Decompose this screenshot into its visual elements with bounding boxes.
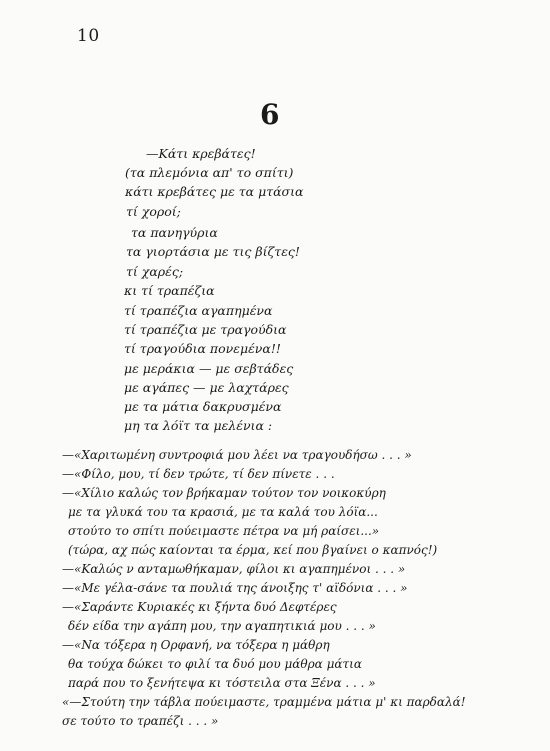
poem-line: —«Χαριτωμένη συντροφιά μου λέει να τραγουδήσω . . . »	[62, 448, 412, 462]
poem-line: «—Στούτη την τάβλα πούειμαστε, τραμμένα μάτια μ' κι παρδαλά!	[62, 695, 466, 709]
poem-line: στούτο το σπίτι πούειμαστε πέτρα να μή ραίσει...»	[68, 524, 380, 538]
poem-line: δέν είδα την αγάπη μου, την αγαπητικιά μου . . . »	[68, 619, 376, 633]
poem-line: τα γιορτάσια με τις βίζτες!	[126, 244, 300, 259]
poem-line: τί χοροί;	[126, 204, 181, 219]
page-number: 10	[77, 26, 100, 46]
poem-line: —«Με γέλα-σάνε τα πουλιά της άνοιξης τ' αϊδόνια . . . »	[62, 581, 408, 595]
poem-line: μη τα λόϊτ τα μελένια :	[124, 418, 273, 433]
poem-line: (τα πλεμόνια απ' το σπίτι)	[125, 165, 294, 180]
poem-line: σε τούτο το τραπέζι . . . »	[62, 714, 219, 728]
poem-line: —«Χίλιο καλώς τον βρήκαμαν τούτον τον νοικοκύρη	[62, 486, 386, 500]
poem-number: 6	[260, 98, 280, 131]
poem-line: τί τραπέζια αγαπημένα	[124, 303, 273, 318]
poem-line: τί τραπέζια με τραγούδια	[124, 322, 287, 337]
poem-line: με αγάπες — με λαχτάρες	[124, 380, 289, 395]
poem-line: θα τούχα δώκει το φιλί τα δυό μου μάθρα μάτια	[68, 657, 362, 671]
poem-line: κι τί τραπέζια	[124, 283, 215, 298]
poem-line: παρά που το ξενήτεψα κι τόστειλα στα Ξένα . . . »	[68, 676, 376, 690]
poem-line: τί χαρές;	[126, 264, 184, 279]
poem-line: —«Σαράντε Κυριακές κι ξήντα δυό Δεφτέρες	[62, 600, 337, 614]
poem-line: —«Φίλο, μου, τί δεν τρώτε, τί δεν πίνετε . . .	[62, 467, 335, 481]
poem-line: με τα γλυκά του τα κρασιά, με τα καλά του λόϊα...	[68, 505, 378, 519]
poem-line: με μεράκια — με σεβτάδες	[124, 361, 294, 376]
poem-line: (τώρα, αχ πώς καίονται τα έρμα, κεί που βγαίνει ο καπνός!)	[68, 543, 438, 557]
poem-line: τί τραγούδια πονεμένα!!	[124, 341, 281, 356]
poem-line: —«Να τόξερα η Ορφανή, να τόξερα η μάθρη	[62, 638, 330, 652]
poem-line: —«Καλώς ν ανταμωθήκαμαν, φίλοι κι αγαπημένοι . . . »	[62, 562, 406, 576]
poem-line: —Κάτι κρεβάτες!	[146, 146, 256, 161]
poem-line: κάτι κρεβάτες με τα μτάσια	[125, 184, 304, 199]
poem-line: τα πανηγύρια	[131, 225, 218, 240]
poem-line: με τα μάτια δακρυσμένα	[124, 399, 282, 414]
